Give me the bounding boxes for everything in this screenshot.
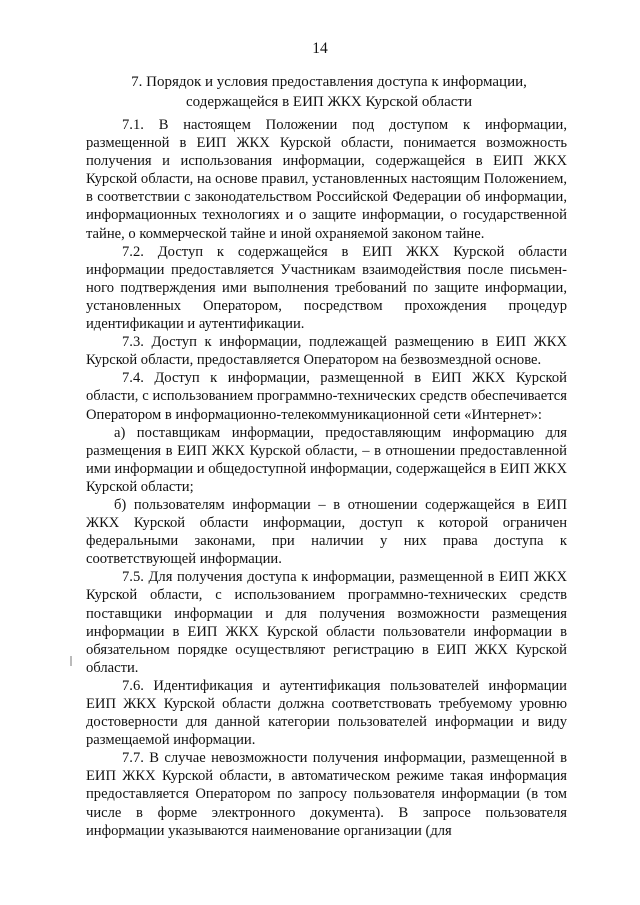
paragraph-7-4-b: б) пользователям информации – в отношении содержащейся в ЕИП ЖКХ Курской области информации, доступ к которой ограничен федеральными законами, при наличии у них права доступа к соответствующей информации.: [86, 496, 567, 568]
page-number: 14: [312, 40, 328, 57]
section-title-line-1: 7. Порядок и условия предоставления доступа к информации,: [131, 74, 527, 90]
section-title: [90, 73, 568, 112]
paragraph-7-4: 7.4. Доступ к информации, размещенной в ЕИП ЖКХ Курской области, с использованием программно-технических средств обеспечивается Оператором в информационно-телекоммуникационной сети «Интернет»:: [86, 370, 567, 423]
paragraph-7-5: 7.5. Для получения доступа к информации, размещенной в ЕИП ЖКХ Курской области, с использованием программно-технических средств поставщики информации и для получения возможности размещения информации в ЕИП ЖКХ Курской области пользователи информации в обязательном порядке осуществляют регистрацию в ЕИП ЖКХ Курской области.: [86, 569, 567, 676]
paragraph-7-6: 7.6. Идентификация и аутентификация пользователей информации ЕИП ЖКХ Курской области должна соответствовать требуемому уровню достоверности для данной категории пользователей информации и виду размещаемой информации.: [86, 677, 567, 749]
paragraph-7-3: 7.3. Доступ к информации, подлежащей размещению в ЕИП ЖКХ Курской области, предоставляется Оператором на безвозмездной основе.: [86, 334, 567, 369]
paragraph-7-4-a: а) поставщикам информации, предоставляющим информацию для размещения в ЕИП ЖКХ Курской области, – в отношении предоставленной ими информации и общедоступной информации, содержащейся в ЕИП ЖКХ Курской области;: [86, 424, 567, 495]
paragraph-7-2: 7.2. Доступ к содержащейся в ЕИП ЖКХ Курской области информации предоставляется Участникам взаимодействия после письменного подтверждения ими выполнения требований по защите информации, установленных Оператором, посредством прохождения процедур идентификации и аутентификации.: [86, 243, 567, 333]
margin-scan-mark: [70, 656, 72, 666]
paragraph-7-7: 7.7. В случае невозможности получения информации, размещенной в ЕИП ЖКХ Курской области, в автоматическом режиме такая информация предоставляется Оператором по запросу пользователя информации (в том числе в форме электронного документа). В запросе пользователя информации указываются наименование организации (для: [86, 750, 567, 839]
section-title-line-2: содержащейся в ЕИП ЖКХ Курской области: [186, 93, 472, 110]
body-text: [86, 116, 567, 840]
paragraph-7-1: 7.1. В настоящем Положении под доступом к информации, размещенной в ЕИП ЖКХ Курской области, понимается возможность получения и использования информации, содержащейся в ЕИП ЖКХ Курской области, на основе правил, установленных настоящим Положением, в соответствии с законодательством Российской Федерации об информации, информационных технологиях и о защите информации, о государственной тайне, о коммерческой тайне и иной охраняемой законом тайне.: [86, 117, 567, 242]
